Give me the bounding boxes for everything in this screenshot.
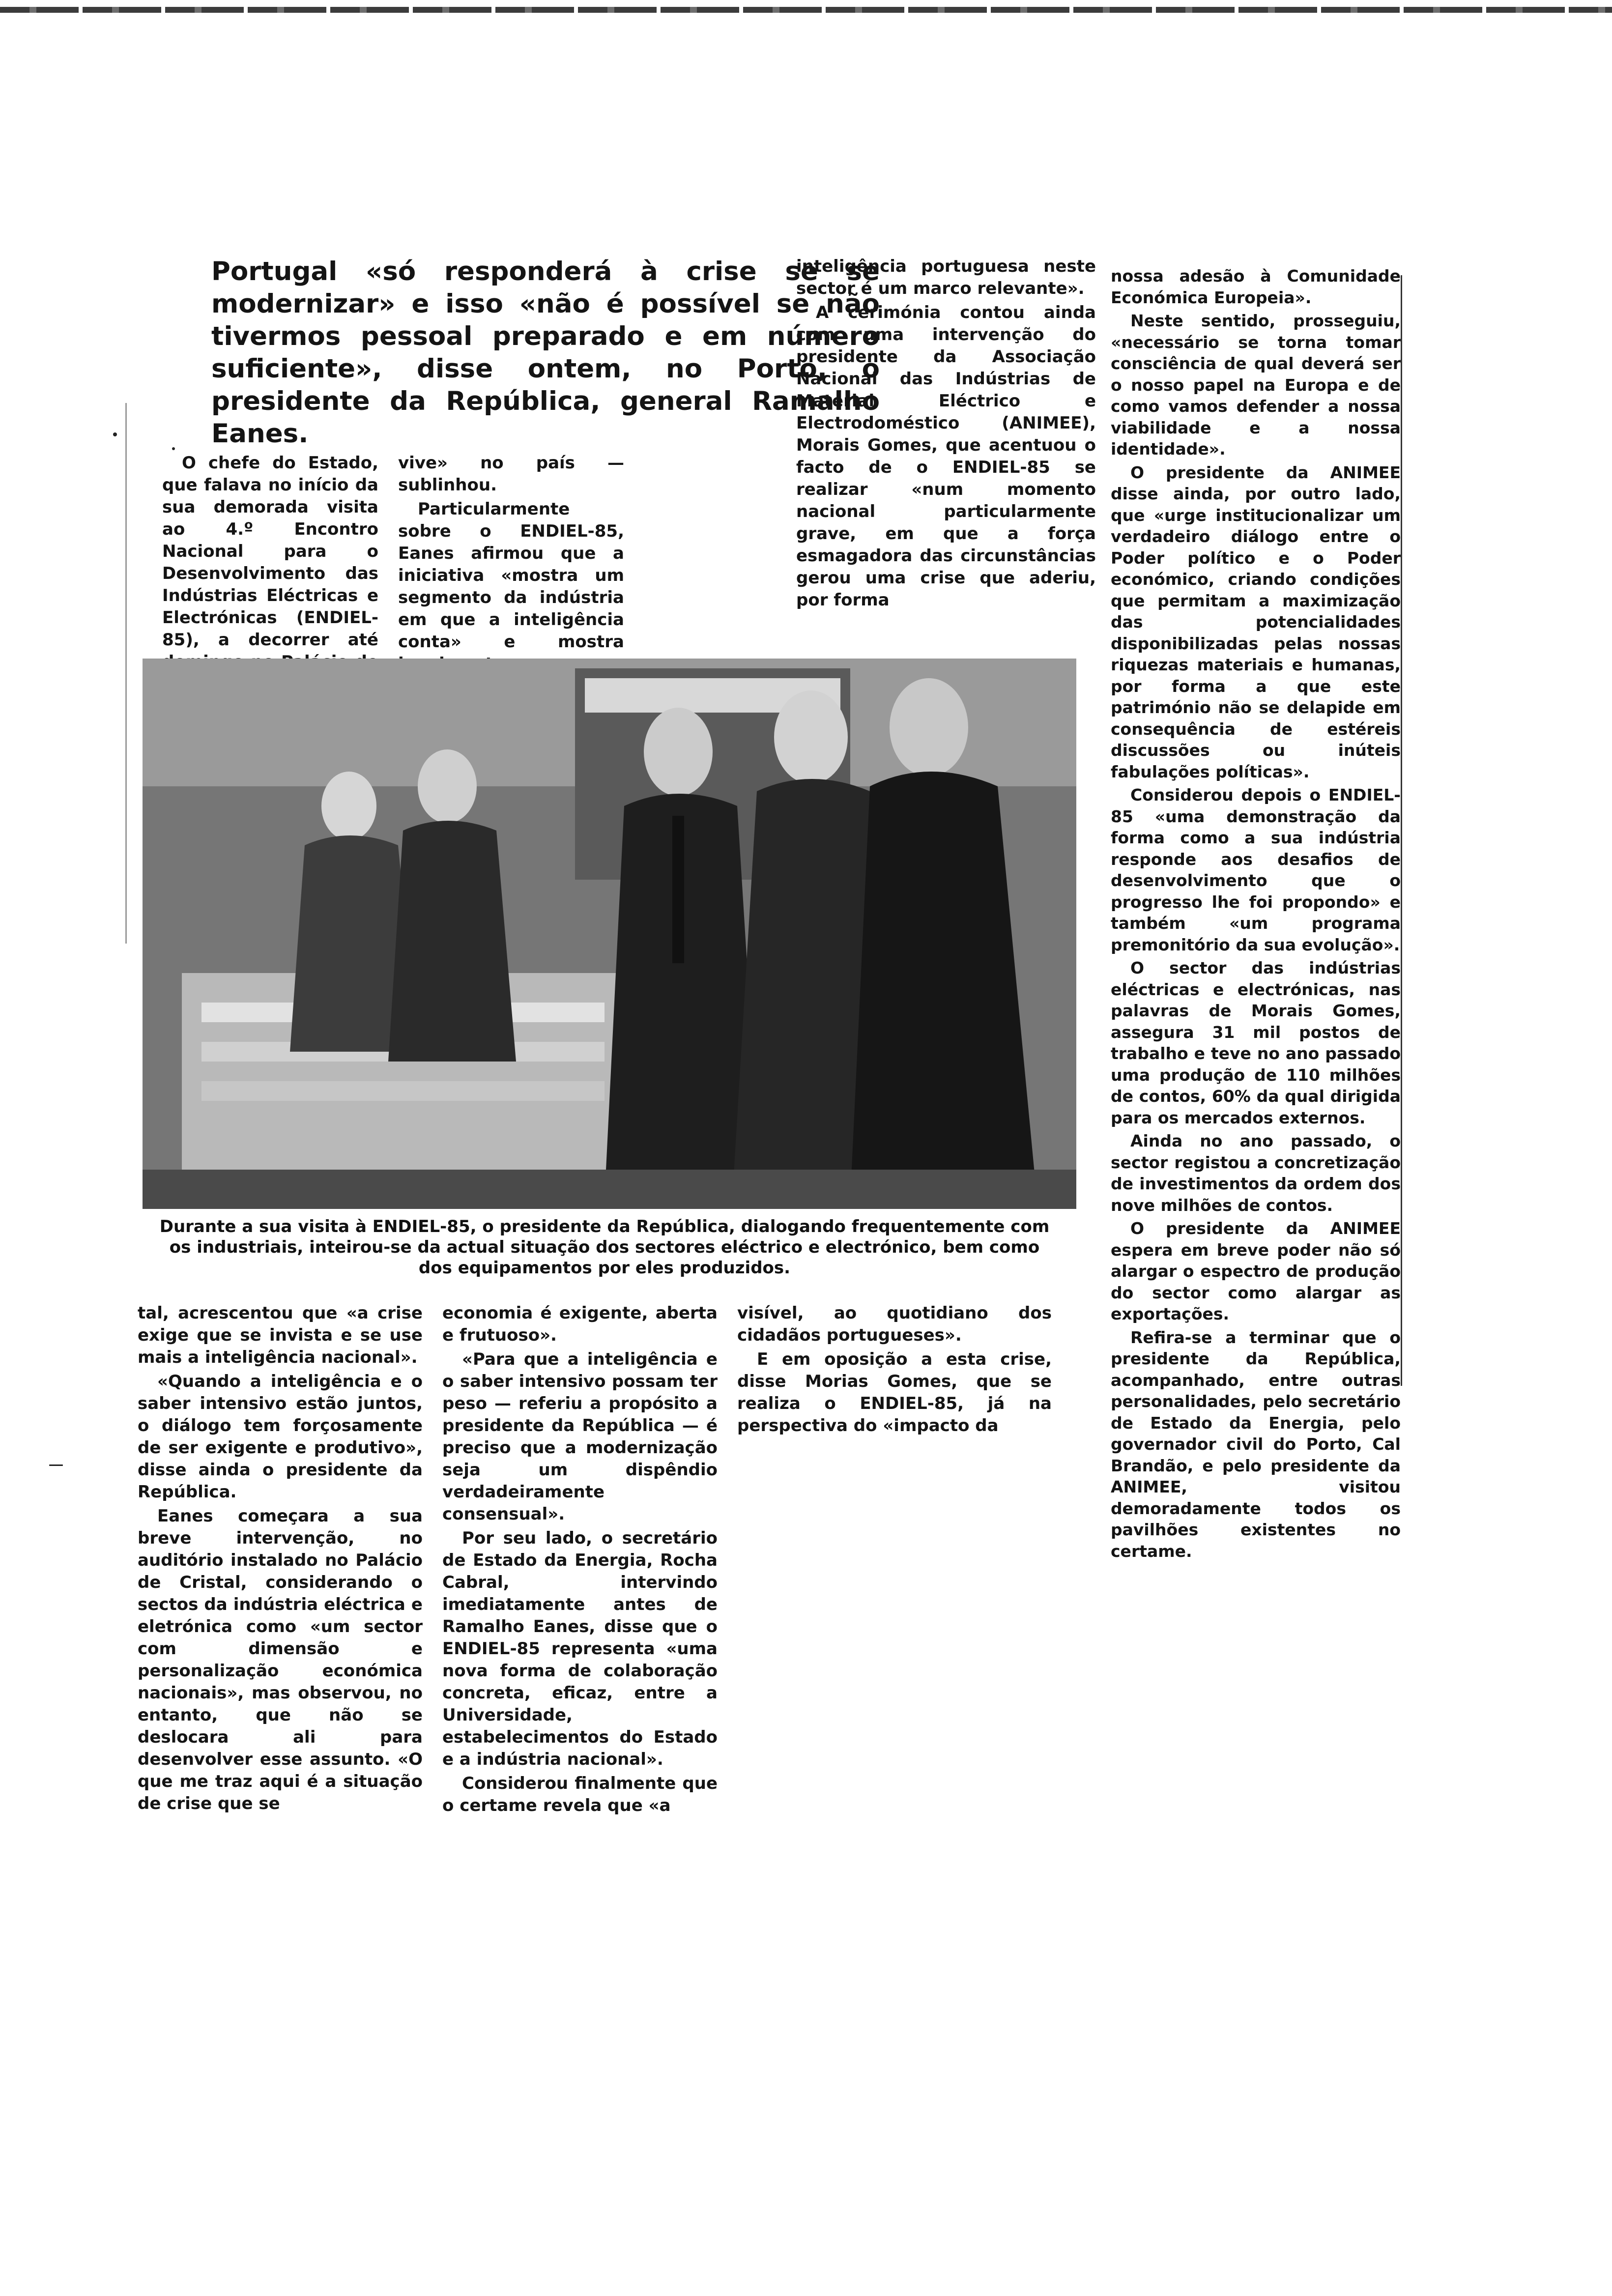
paragraph: Considerou finalmente que o certame revela que «a <box>442 1774 718 1815</box>
news-photo <box>143 659 1076 1209</box>
scan-speck <box>172 447 175 450</box>
newspaper-clipping <box>123 256 1420 1838</box>
scan-speck <box>113 432 117 436</box>
cut-edge-left <box>125 403 127 944</box>
paragraph: Neste sentido, prosseguiu, «necessário se torna tomar consciência de qual deverá ser o nosso papel na Europa e de como vamos defender a nossa viabilidade e a nossa identidade». <box>1111 311 1401 459</box>
paragraph: tal, acrescentou que «a crise exige que se invista e se use mais a inteligência nacional». <box>138 1303 423 1367</box>
right-column <box>1111 265 1401 1564</box>
article-lead: Portugal «só responderá à crise se se modernizar» e isso «não é possível se não tivermos pessoal preparado e em número suficiente», disse ontem, no Porto, o presidente da República, general Ramalho Eanes. <box>211 257 880 449</box>
paragraph: Considerou depois o ENDIEL-85 «uma demonstração da forma como a sua indústria responde aos desafios de desenvolvimento que o progresso lhe foi propondo» e também «um programa premonitório da sua evolução». <box>1111 785 1401 954</box>
paragraph: Refira-se a terminar que o presidente da República, acompanhado, entre outras personalidades, pelo secretário de Estado da Energia, pelo governador civil do Porto, Cal Brandão, e pelo presidente da ANIMEE, visitou demoradamente todos os pavilhões existentes no certame. <box>1111 1327 1401 1561</box>
paragraph: Particularmente sobre o ENDIEL-85, Eanes afirmou que a iniciativa «mostra um segmento da indústria em que a inteligência conta» e mostra <box>398 499 624 652</box>
paragraph: E em oposição a esta crise, disse Morias Gomes, que se realiza o ENDIEL-85, já na perspectiva do «impacto da <box>737 1349 1052 1435</box>
paragraph: nossa adesão à Comunidade Económica Europeia». <box>1111 266 1401 307</box>
paragraph: inteligência portuguesa neste sector é um marco relevante». <box>796 257 1096 298</box>
photo-caption: Durante a sua visita à ENDIEL-85, o presidente da República, dialogando frequentemente com os industriais, inteirou-se da actual situação dos sectores eléctrico e electrónico, bem como dos equipamentos por eles produzidos. <box>159 1217 1050 1278</box>
paragraph: «Quando a inteligência e o saber intensivo estão juntos, o diálogo tem forçosamente de ser exigente e produtivo», disse ainda o presidente da República. <box>138 1372 423 1502</box>
scan-speck <box>49 1464 63 1466</box>
paragraph: vive» no país — sublinhou. <box>398 453 624 495</box>
paragraph: O chefe do Estado, que falava no início da sua demorada visita ao 4.º Encontro Nacional para o Desenvolvimento das Indústrias Eléctricas e Electrónicas (ENDIEL-85), a decorrer até <box>162 453 378 650</box>
cut-edge-right <box>1401 275 1402 1386</box>
paragraph: Ainda no ano passado, o sector registou a concretização de investimentos da ordem dos nove milhões de contos. <box>1111 1131 1401 1215</box>
paragraph: Por seu lado, o secretário de Estado da Energia, Rocha Cabral, intervindo imediatamente antes de Ramalho Eanes, disse que o ENDIEL-85 representa «uma nova forma de colaboração concreta, eficaz, entre a Universidade, estabelecimentos do Estado e a indústria nacional». <box>442 1528 718 1769</box>
paragraph: O presidente da ANIMEE disse ainda, por outro lado, que «urge institucionalizar um verdadeiro diálogo entre o Poder político e o Poder económico, criando condições que permitam a maximização das potencialidades disponibilizadas pelas nossas riquezas materiais e humanas, por forma a que este património não se delapide em consequência de estéreis discussões ou inúteis fabulações políticas». <box>1111 462 1401 781</box>
upper-column-3 <box>796 256 1096 613</box>
lower-column-3 <box>737 1302 1052 1439</box>
photo-image <box>143 659 1076 1209</box>
paragraph: visível, ao quotidiano dos cidadãos portugueses». <box>737 1303 1052 1345</box>
lower-column-1 <box>138 1302 423 1817</box>
scan-top-edge <box>0 7 1612 13</box>
paragraph: «Para que a inteligência e o saber intensivo possam ter peso — referiu a propósito a presidente da República — é preciso que a modernização seja um dispêndio verdadeiramente consensual». <box>442 1349 718 1524</box>
paragraph: Eanes começara a sua breve intervenção, no auditório instalado no Palácio de Cristal, considerando o sectos da indústria eléctrica e eletrónica como «um sector com dimensão e personalização económica nacionais», mas observou, no entanto, que não se deslocara ali para desenvolver esse assunto. «O que me traz aqui é a situação de crise que se <box>138 1506 423 1813</box>
paragraph: O presidente da ANIMEE espera em breve poder não só alargar o espectro de produção do sector como alargar as exportações. <box>1111 1219 1401 1323</box>
paragraph: O sector das indústrias eléctricas e electrónicas, nas palavras de Morais Gomes, assegura 31 mil postos de trabalho e teve no ano passado uma produção de 110 milhões de contos, 60% da qual dirigida para os mercados externos. <box>1111 958 1401 1127</box>
paragraph: A cerimónia contou ainda com uma intervenção do presidente da Associação Nacional das Indústrias de Material Eléctrico e Electrodoméstico (ANIMEE), Morais Gomes, que acentuou o facto de o ENDIEL-85 se realizar «num momento nacional particularmente grave, em que a força esmagadora das circunstâncias gerou uma crise que aderiu, por forma <box>796 303 1096 610</box>
paragraph: economia é exigente, aberta e frutuoso». <box>442 1303 718 1345</box>
lower-column-2 <box>442 1302 718 1819</box>
